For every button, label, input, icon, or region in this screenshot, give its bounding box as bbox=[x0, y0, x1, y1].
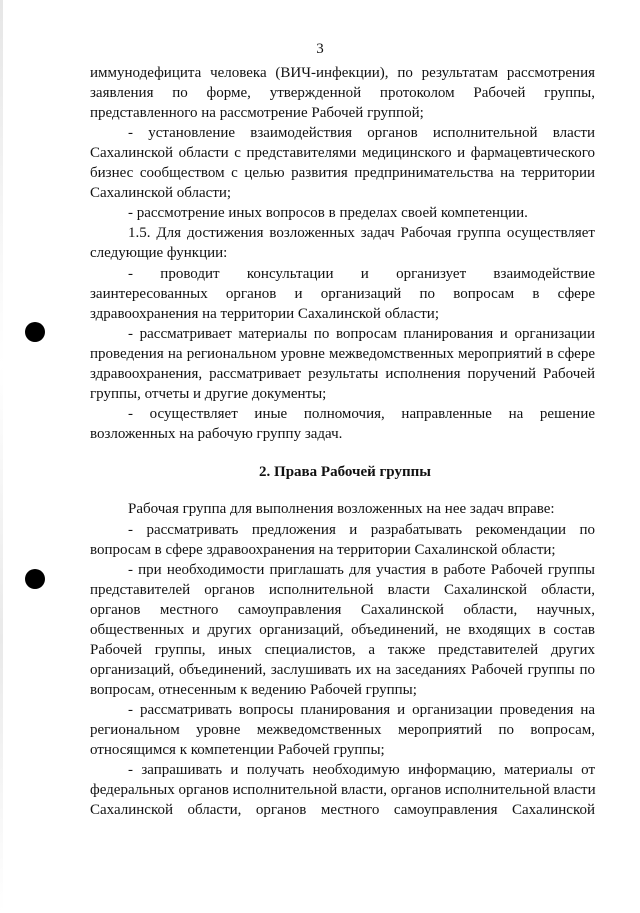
body-text-line: вопросам, отнесенным к ведению Рабочей группы; bbox=[90, 682, 417, 698]
body-text-line: - при необходимости приглашать для участия в работе Рабочей группы bbox=[128, 562, 595, 578]
section-heading: 2. Права Рабочей группы bbox=[259, 464, 431, 480]
body-text-line: вопросам в сфере здравоохранения на территории Сахалинской области; bbox=[90, 542, 556, 558]
body-text-line: 1.5. Для достижения возложенных задач Рабочая группа осуществляет bbox=[128, 225, 595, 241]
body-text-line: иммунодефицита человека (ВИЧ-инфекции), по результатам рассмотрения bbox=[90, 65, 595, 81]
punch-hole bbox=[25, 569, 45, 589]
body-text-line: Сахалинской области с представителями медицинского и фармацевтического bbox=[90, 145, 595, 161]
body-text-line: региональном уровне межведомственных мероприятий по вопросам, bbox=[90, 722, 595, 738]
body-text-line: заинтересованных органов и организаций по вопросам в сфере bbox=[90, 286, 595, 302]
body-text-line: - осуществляет иные полномочия, направленные на решение bbox=[128, 406, 595, 422]
body-text-line: здравоохранения, рассматривает результаты исполнения поручений Рабочей bbox=[90, 366, 595, 382]
body-text-line: - рассматривать предложения и разрабатывать рекомендации по bbox=[128, 522, 595, 538]
body-text-line: заявления по форме, утвержденной протоколом Рабочей группы, bbox=[90, 85, 595, 101]
scan-edge bbox=[0, 0, 3, 913]
body-text-line: здравоохранения на территории Сахалинской области; bbox=[90, 306, 439, 322]
body-text-line: следующие функции: bbox=[90, 245, 228, 261]
body-text-line: Рабочей группы, иных специалистов, а также представителей других bbox=[90, 642, 595, 658]
body-text-line: - рассматривать вопросы планирования и организации проведения на bbox=[128, 702, 595, 718]
body-text-line: - проводит консультации и организует взаимодействие bbox=[128, 266, 595, 282]
body-text-line: группы, отчеты и другие документы; bbox=[90, 386, 327, 402]
body-text-line: органов местного самоуправления Сахалинской области, научных, bbox=[90, 602, 595, 618]
body-text-line: - рассмотрение иных вопросов в пределах своей компетенции. bbox=[128, 205, 528, 221]
body-text-line: возложенных на рабочую группу задач. bbox=[90, 426, 343, 442]
body-text-line: представителей органов исполнительной власти Сахалинской области, bbox=[90, 582, 595, 598]
body-text-line: общественных и других организаций, объединений, не входящих в состав bbox=[90, 622, 595, 638]
body-text-line: организаций, объединений, заслушивать их на заседаниях Рабочей группы по bbox=[90, 662, 595, 678]
body-text-line: представленного на рассмотрение Рабочей группой; bbox=[90, 105, 424, 121]
body-text-line: - запрашивать и получать необходимую информацию, материалы от bbox=[128, 762, 595, 778]
body-text-line: бизнес сообществом с целью развития предпринимательства на территории bbox=[90, 165, 595, 181]
body-text-line: Рабочая группа для выполнения возложенных на нее задач вправе: bbox=[128, 501, 555, 517]
body-text-line: Сахалинской области, органов местного самоуправления Сахалинской bbox=[90, 802, 595, 818]
body-text-line: - рассматривает материалы по вопросам планирования и организации bbox=[128, 326, 595, 342]
body-text-line: - установление взаимодействия органов исполнительной власти bbox=[128, 125, 595, 141]
punch-hole bbox=[25, 322, 45, 342]
body-text-line: проведения на региональном уровне межведомственных мероприятий в сфере bbox=[90, 346, 595, 362]
body-text-line: относящимся к компетенции Рабочей группы; bbox=[90, 742, 385, 758]
page-number: 3 bbox=[316, 41, 324, 57]
body-text-line: Сахалинской области; bbox=[90, 185, 232, 201]
body-text-line: федеральных органов исполнительной власти, органов исполнительной власти bbox=[90, 782, 596, 798]
